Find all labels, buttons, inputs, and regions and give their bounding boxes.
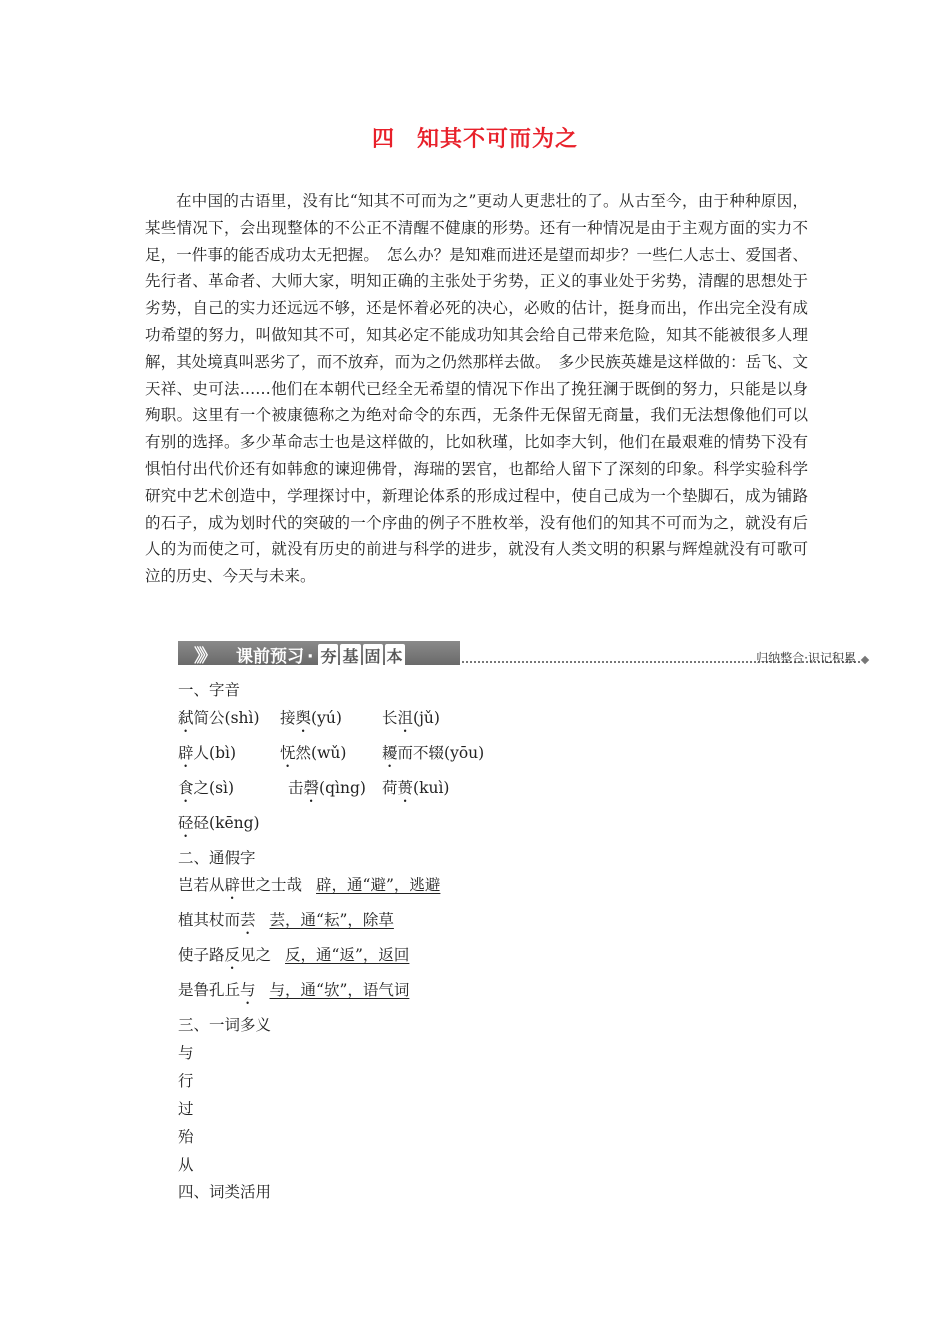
page-title bbox=[0, 122, 950, 153]
polysemy-word: 与 bbox=[178, 1044, 194, 1062]
double-chevron-icon: 》》 bbox=[194, 646, 213, 667]
banner-label: 课前预习 bbox=[236, 647, 304, 667]
pronunciation-item: 击磬(qìng) bbox=[288, 779, 366, 797]
tongjiazi-answer: 辟，通“避”，逃避 bbox=[316, 876, 441, 894]
title-number: 四 bbox=[371, 127, 395, 152]
tongjiazi-row: 植其杖而芸 芸，通“耘”，除草 bbox=[178, 911, 394, 929]
tongjiazi-answer: 芸，通“耘”，除草 bbox=[269, 911, 394, 929]
tongjiazi-answer: 与，通“欤”，语气词 bbox=[269, 981, 410, 999]
diamond-icon bbox=[861, 656, 869, 664]
section-banner bbox=[178, 639, 868, 673]
polysemy-word: 行 bbox=[178, 1072, 194, 1090]
pronunciation-item: 耰而不辍(yōu) bbox=[382, 744, 485, 762]
section-heading-word-class: 四、词类活用 bbox=[178, 1183, 272, 1201]
pronunciation-item: 接舆(yú) bbox=[280, 709, 342, 727]
intro-paragraph: 在中国的古语里，没有比“知其不可而为之”更动人更悲壮的了。从古至今，由于种种原因，某些情况下，会出现整体的不公正不清醒不健康的形势。还有一种情况是由于主观方面的实力不足，一件事的能否成功太无把握。 怎么办？是知难而进还是望而却步？一些仁人志士、爱国者、先行者、革命者、大师大家，明知正确的主张处于劣势，正义的事业处于劣势，清醒的思想处于劣势，自己的实力还远远不够，还是怀着必死的决心，必败的估计，挺身而出，作出完全没有成功希望的努力，叫做知其不可，知其必定不能成功知其会给自己带来危险，知其不能被很多人理解，其处境真叫恶劣了，而不放弃，而为之仍然那样去做。 多少民族英雄是这样做的：岳飞、文天祥、史可法……他们在本朝代已经全无希望的情况下作出了挽狂澜于既倒的努力，只能是以身殉职。这里有一个被康德称之为绝对命令的东西，无条件无保留无商量，我们无法想像他们可以有别的选择。多少革命志士也是这样做的，比如秋瑾，比如李大钊，他们在最艰难的情势下没有惧怕付出代价还有如韩愈的谏迎佛骨，海瑞的罢官，也都给人留下了深刻的印象。科学实验科学研究中艺术创造中，学理探讨中，新理论体系的形成过程中，使自己成为一个垫脚石，成为铺路的石子，成为划时代的突破的一个序曲的例子不胜枚举，没有他们的知其不可而为之，就没有后人的为而使之可，就没有历史的前进与科学的进步，就没有人类文明的积累与辉煌就没有可歌可泣的历史、今天与未来。 bbox=[145, 192, 808, 586]
section-heading-tongjiazi: 二、通假字 bbox=[178, 849, 256, 867]
title-text: 知其不可而为之 bbox=[417, 127, 579, 152]
banner-right-label: 归纳整合·识记积累 bbox=[756, 651, 856, 665]
section-heading-polysemy: 三、一词多义 bbox=[178, 1016, 272, 1034]
pronunciation-item: 辟人(bì) bbox=[178, 744, 236, 762]
tongjiazi-row: 岂若从辟世之士哉 辟，通“避”，逃避 bbox=[178, 876, 441, 894]
pronunciation-item: 食之(sì) bbox=[178, 779, 235, 797]
pronunciation-item: 弑简公(shì) bbox=[178, 709, 260, 727]
polysemy-word: 从 bbox=[178, 1156, 194, 1174]
banner-badge: 固 bbox=[363, 644, 383, 667]
polysemy-word: 过 bbox=[178, 1100, 194, 1118]
pronunciation-item: 荷蒉(kuì) bbox=[382, 779, 450, 797]
pronunciation-item: 长沮(jǔ) bbox=[382, 709, 440, 727]
banner-badge: 基 bbox=[340, 644, 360, 667]
banner-dot: · bbox=[307, 647, 314, 667]
banner-badge: 夯 bbox=[318, 644, 338, 667]
tongjiazi-row: 是鲁孔丘与 与，通“欤”，语气词 bbox=[178, 981, 410, 999]
pronunciation-item: 怃然(wǔ) bbox=[280, 744, 347, 762]
pronunciation-item: 硁硁(kēng) bbox=[178, 814, 260, 832]
tongjiazi-answer: 反，通“返”，返回 bbox=[285, 946, 410, 964]
section-heading-pronunciation: 一、字音 bbox=[178, 681, 241, 699]
polysemy-word: 殆 bbox=[178, 1128, 194, 1146]
intro-passage bbox=[145, 188, 808, 590]
banner-title bbox=[236, 642, 405, 667]
banner-badge: 本 bbox=[385, 644, 405, 667]
tongjiazi-row: 使子路反见之 反，通“返”，返回 bbox=[178, 946, 410, 964]
